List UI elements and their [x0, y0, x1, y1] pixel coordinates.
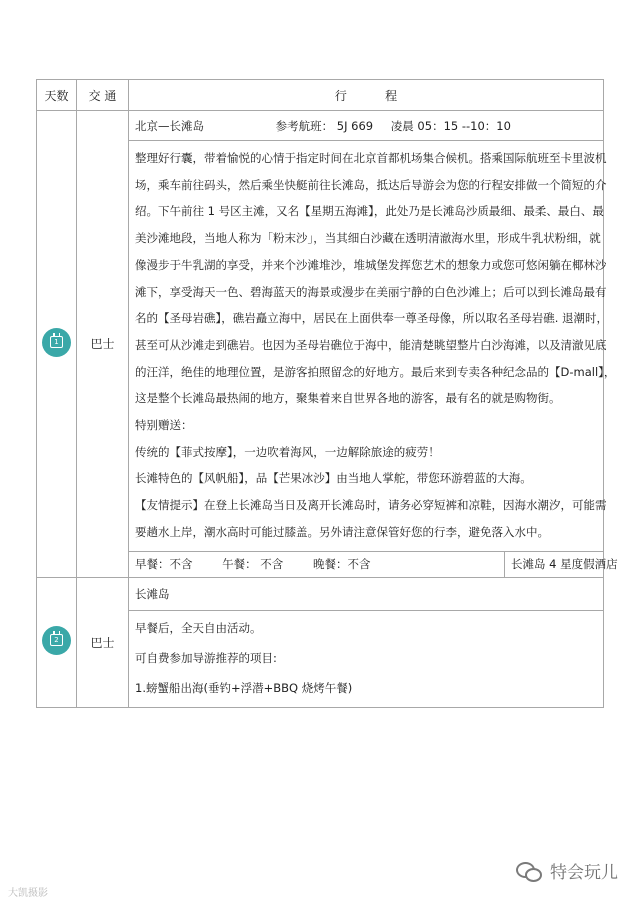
day2-title: 长滩岛 — [135, 586, 170, 601]
watermark-left: 大凯摄影 — [8, 888, 48, 899]
day1-lunch: 午餐： 不含 — [222, 556, 284, 571]
day1-line: 特别赠送： — [135, 418, 193, 433]
day1-line: 这是整个长滩岛最热闹的地方，聚集着来自世界各地的游客，最有名的就是购物街。 — [135, 391, 561, 406]
day2-line: 早餐后，全天自由活动。 — [135, 620, 262, 635]
day1-line: 甚至可从沙滩走到礁岩。也因为圣母岩礁位于海中，能清楚眺望整片白沙海滩，以及清澈见底 — [135, 337, 607, 352]
header-itinerary: 行 程 — [129, 80, 604, 111]
day2-line: 1.螃蟹船出海(垂钓+浮潜+BBQ 烧烤午餐) — [135, 680, 353, 695]
day1-title-cell — [129, 111, 604, 141]
day2-line: 可自费参加导游推荐的项目: — [135, 650, 277, 665]
calendar-icon: 2 — [42, 626, 71, 655]
day2-transport: 巴士 — [77, 577, 129, 707]
day1-route: 北京—长滩岛 — [135, 118, 204, 133]
day1-line: 长滩特色的【风帆船】，品【芒果冰沙】由当地人掌舵，带您环游碧蓝的大海。 — [135, 471, 532, 486]
day1-line: 场，乘车前往码头，然后乘坐快艇前往长滩岛，抵达后导游会为您的行程安排做一个简短的介 — [135, 177, 607, 192]
day1-meal-cell — [129, 551, 618, 577]
day1-line: 整理好行囊，带着愉悦的心情于指定时间在北京首都机场集合候机。搭乘国际航班至卡里波机 — [135, 151, 607, 165]
day2-body-cell — [129, 610, 604, 707]
day1-line: 的汪洋，绝佳的地理位置，是游客拍照留念的好地方。最后来到专卖各种纪念品的【D-mall】， — [135, 364, 616, 379]
header-row — [37, 80, 604, 111]
day1-body-cell — [129, 141, 616, 552]
day2-title-cell — [129, 577, 604, 610]
header-days: 天数 — [37, 80, 77, 111]
day1-dinner: 晚餐：不含 — [312, 556, 371, 571]
day1-line: 绍。下午前往 1 号区主滩，又名【星期五海滩】，此处乃是长滩岛沙质最细、最柔、最白、最 — [135, 204, 604, 219]
day1-line: 名的【圣母岩礁】，礁岩矗立海中，居民在上面供奉一尊圣母像，所以取名圣母岩礁. 退潮时， — [135, 311, 609, 326]
day1-transport: 巴士 — [77, 111, 129, 578]
day1-line: 美沙滩地段，当地人称为「粉末沙」，当其细白沙藏在透明清澈海水里，形成牛乳状粉细，就 — [135, 231, 601, 246]
header-transport: 交 通 — [77, 80, 129, 111]
day1-hotel: 长滩岛 4 星度假酒店 — [504, 552, 603, 577]
day1-day-cell — [37, 111, 77, 578]
day1-breakfast: 早餐：不含 — [135, 556, 193, 571]
day2-day-cell — [37, 577, 77, 707]
itinerary-table — [36, 79, 618, 708]
day1-line: 【友情提示】在登上长滩岛当日及离开长滩岛时，请务必穿短裤和凉鞋，因海水潮汐，可能需 — [135, 498, 607, 513]
day1-flight-time: 凌晨 05：15 --10：10 — [390, 118, 511, 133]
day1-title-row — [37, 111, 604, 141]
day2-title-row — [37, 577, 604, 610]
day1-line: 滩下，享受海天一色、碧海蓝天的海景或漫步在美丽宁静的白色沙滩上；后可以到长滩岛最有 — [135, 284, 607, 299]
day1-line: 要趟水上岸，潮水高时可能过膝盖。另外请注意保管好您的行李，避免落入水中。 — [135, 524, 549, 539]
watermark-text: 特会玩儿 — [550, 863, 618, 883]
wechat-icon — [516, 860, 542, 882]
watermark — [516, 858, 618, 883]
day1-flight: 参考航班： 5J 669 — [275, 118, 374, 133]
calendar-icon: 1 — [42, 328, 71, 357]
day1-line: 像漫步于牛乳湖的享受，并来个沙滩堆沙，堆城堡发挥您艺术的想象力或您可悠闲躺在椰林沙 — [135, 257, 607, 272]
day1-line: 传统的【菲式按摩】，一边吹着海风，一边解除旅途的疲劳！ — [135, 444, 440, 459]
